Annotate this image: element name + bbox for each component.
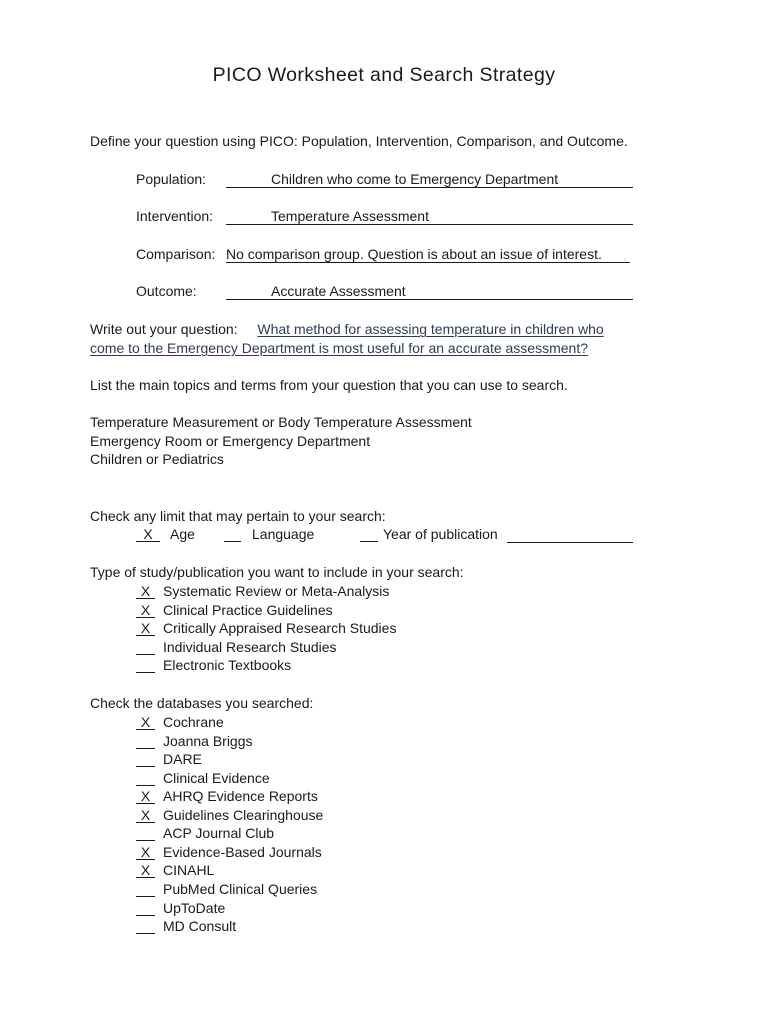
study-type-label: Critically Appraised Research Studies [163,620,397,636]
intervention-field[interactable]: Temperature Assessment [226,208,633,225]
outcome-field[interactable]: Accurate Assessment [226,283,633,300]
comparison-field[interactable]: No comparison group. Question is about an issue of interest. [226,246,630,263]
topic-item: Emergency Room or Emergency Department [90,433,371,449]
study-types-heading: Type of study/publication you want to include in your search: [90,564,464,580]
study-type-checkbox[interactable]: X [136,602,155,618]
database-label: PubMed Clinical Queries [163,881,318,897]
language-label: Language [252,526,315,542]
database-label: UpToDate [163,900,226,916]
population-field[interactable]: Children who come to Emergency Department [226,171,633,188]
population-label: Population: [136,171,207,187]
database-label: Guidelines Clearinghouse [163,807,324,823]
year-input-line[interactable] [507,541,633,543]
database-label: DARE [163,751,202,767]
database-checkbox[interactable]: X [136,788,155,804]
question-line-1[interactable]: What method for assessing temperature in children who [257,321,604,337]
topics-heading: List the main topics and terms from your question that you can use to search. [90,377,568,393]
topic-item: Children or Pediatrics [90,451,224,467]
database-label: CINAHL [163,862,215,878]
database-label: Evidence-Based Journals [163,844,322,860]
database-checkbox[interactable] [136,825,155,841]
database-label: Clinical Evidence [163,770,270,786]
database-label: MD Consult [163,918,237,934]
comparison-label: Comparison: [136,246,216,262]
age-label: Age [170,526,195,542]
year-checkbox[interactable] [360,526,378,542]
study-type-label: Electronic Textbooks [163,657,292,673]
study-type-label: Individual Research Studies [163,639,337,655]
limits-heading: Check any limit that may pertain to your search: [90,508,386,524]
question-block [90,321,604,337]
database-checkbox[interactable] [136,881,155,897]
database-checkbox[interactable]: X [136,844,155,860]
outcome-label: Outcome: [136,283,197,299]
database-checkbox[interactable] [136,733,155,749]
study-type-checkbox[interactable]: X [136,620,155,636]
intervention-label: Intervention: [136,208,214,224]
database-label: Joanna Briggs [163,733,253,749]
database-label: ACP Journal Club [163,825,275,841]
database-checkbox[interactable] [136,900,155,916]
question-label: Write out your question: [90,321,238,337]
databases-heading: Check the databases you searched: [90,695,314,711]
database-checkbox[interactable]: X [136,807,155,823]
page-title: PICO Worksheet and Search Strategy [212,64,556,86]
topic-item: Temperature Measurement or Body Temperature Assessment [90,414,472,430]
database-checkbox[interactable] [136,770,155,786]
database-checkbox[interactable]: X [136,714,155,730]
database-label: Cochrane [163,714,224,730]
intro-text: Define your question using PICO: Population, Intervention, Comparison, and Outcome. [90,133,628,149]
language-checkbox[interactable] [224,526,241,542]
database-label: AHRQ Evidence Reports [163,788,318,804]
study-type-checkbox[interactable] [136,639,155,655]
database-checkbox[interactable] [136,918,155,934]
study-type-label: Clinical Practice Guidelines [163,602,333,618]
age-checkbox[interactable]: X [136,526,160,542]
database-checkbox[interactable] [136,751,155,767]
study-type-checkbox[interactable]: X [136,583,155,599]
question-line-2[interactable]: come to the Emergency Department is most useful for an accurate assessment? [90,340,589,356]
study-type-label: Systematic Review or Meta-Analysis [163,583,390,599]
study-type-checkbox[interactable] [136,657,155,673]
year-label: Year of publication [383,526,498,542]
database-checkbox[interactable]: X [136,862,155,878]
